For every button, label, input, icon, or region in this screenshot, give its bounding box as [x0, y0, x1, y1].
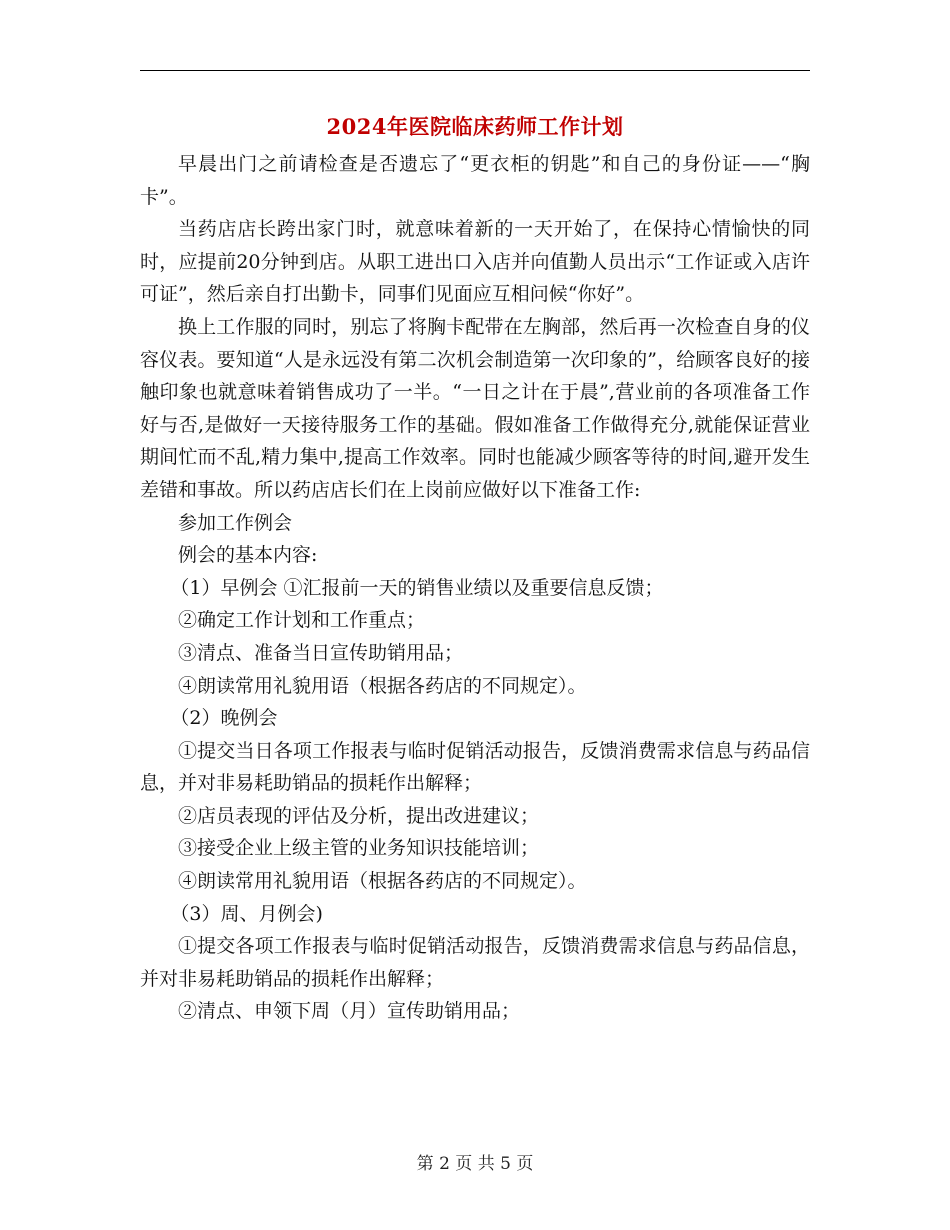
- list-item-recite-phrases: ④朗读常用礼貌用语（根据各药店的不同规定）。: [178, 674, 587, 697]
- list-item-morning-meeting: （1）早例会 ①汇报前一天的销售业绩以及重要信息反馈；: [170, 576, 664, 599]
- document-title: 2024年医院临床药师工作计划: [326, 114, 624, 139]
- list-item-recite-phrases-evening: ④朗读常用礼貌用语（根据各药店的不同规定）。: [178, 870, 587, 893]
- page-indicator: 第 2 页 共 5 页: [416, 1154, 534, 1174]
- list-item-submit-reports-weekly: ①提交各项工作报表与临时促销活动报告，反馈消费需求信息与药品信息，并对非易耗助销品的损耗作出解释；: [140, 935, 810, 990]
- list-item-training: ③接受企业上级主管的业务知识技能培训；: [178, 837, 540, 860]
- paragraph-keys-reminder: 早晨出门之前请检查是否遗忘了“更衣柜的钥匙”和自己的身份证——“胸卡”。: [140, 153, 810, 208]
- list-item-prepare-materials: ③清点、准备当日宣传助销用品；: [178, 641, 464, 664]
- document-body: [140, 148, 810, 1028]
- list-item-submit-reports: ①提交当日各项工作报表与临时促销活动报告，反馈消费需求信息与药品信息，并对非易耗助销品的损耗作出解释；: [140, 739, 810, 795]
- list-item-staff-evaluation: ②店员表现的评估及分析，提出改进建议；: [178, 804, 540, 827]
- list-item-request-materials: ②清点、申领下周（月）宣传助销用品；: [178, 1000, 521, 1023]
- list-item-weekly-monthly-meeting: （3）周、月例会): [170, 902, 323, 925]
- list-item-evening-meeting: （2）晚例会: [170, 707, 278, 730]
- header-rule: [140, 70, 810, 71]
- paragraph-arrival: 当药店店长跨出家门时，就意味着新的一天开始了，在保持心情愉快的同时，应提前20分钟到店。从职工进出口入店并向值勤人员出示“工作证或入店许可证”，然后亲自打出勤卡，同事们见面应互相问候“你好”。: [140, 218, 810, 306]
- heading-meeting-content: 例会的基本内容:: [178, 544, 318, 567]
- paragraph-preparation: 换上工作服的同时，别忘了将胸卡配带在左胸部，然后再一次检查自身的仪容仪表。要知道“人是永远没有第二次机会制造第一次印象的”，给顾客良好的接触印象也就意味着销售成功了一半。“一日之计在于晨”,营业前的各项准备工作好与否,是做好一天接待服务工作的基础。假如准备工作做得充分,就能保证营业期间忙而不乱,精力集中,提高工作效率。同时也能减少顾客等待的时间,避开发生差错和事故。所以药店店长们在上岗前应做好以下准备工作:: [140, 315, 810, 501]
- heading-attend-meeting: 参加工作例会: [178, 511, 293, 534]
- list-item-work-plan: ②确定工作计划和工作重点；: [178, 609, 426, 632]
